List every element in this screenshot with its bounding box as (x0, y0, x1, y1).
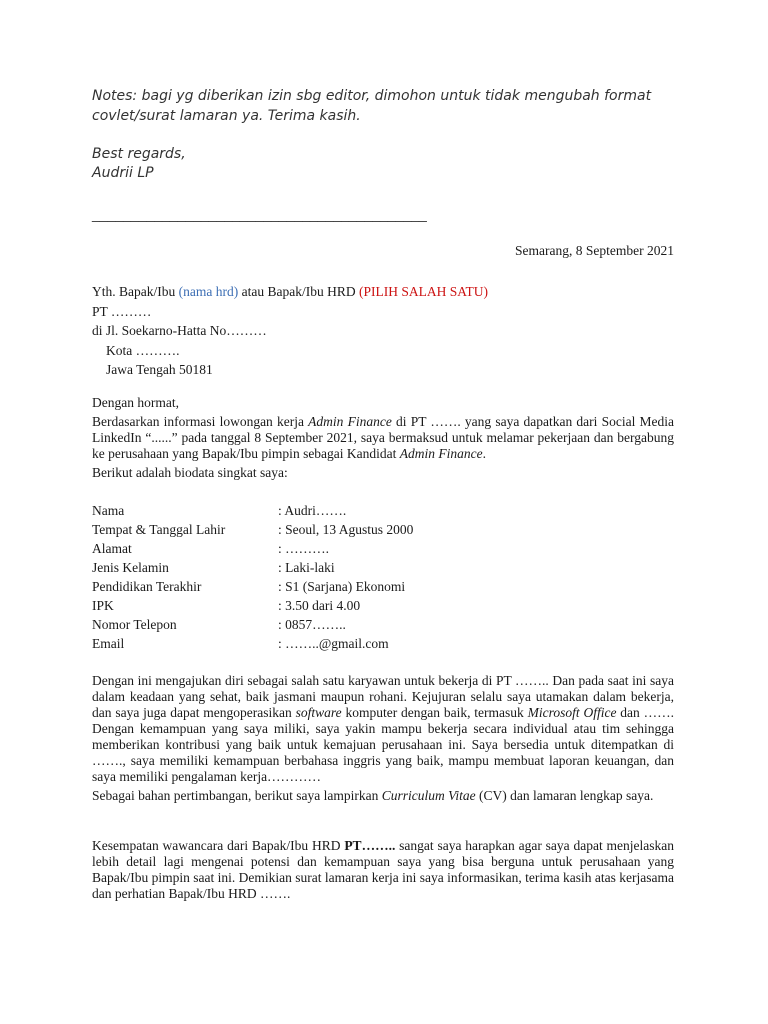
recipient-province: Jawa Tengah 50181 (106, 362, 213, 377)
body-paragraph (92, 673, 674, 785)
letter-date: Semarang, 8 September 2021 (515, 243, 674, 258)
recipient-company: PT ……… (92, 303, 152, 319)
biodata-row (92, 539, 413, 558)
biodata-row (92, 520, 413, 539)
role-name: Admin Finance (308, 414, 392, 429)
closing-company: PT…….. (344, 838, 396, 853)
biodata-value: : Seoul, 13 Agustus 2000 (278, 522, 414, 537)
greeting: Dengan hormat, (92, 395, 179, 410)
biodata-value: : ……..@gmail.com (278, 636, 389, 651)
body-text-a: Dengan ini mengajukan diri sebagai salah satu karyawan untuk bekerja di PT …….. Dan pada saat ini saya dalam keadaan yang sehat, baik jasmani maupun rohani. Kejujuran selalu saya utamakan dalam bekerja, dan saya juga dapat mengoperasikan (92, 673, 674, 720)
biodata-value: : 3.50 dari 4.00 (278, 598, 361, 613)
closing-text-b: sangat saya harapkan agar saya dapat menjelaskan lebih detail lagi mengenai potensi dan kemampuan saya yang bisa berguna untuk perusahaan yang Bapak/Ibu pimpin saat ini. Demikian surat lamaran kerja ini saya informasikan, terima kasih atas kerjasama dan perhatian Bapak/Ibu HRD ……. (92, 838, 675, 901)
biodata-label: Jenis Kelamin (92, 560, 169, 575)
biodata-row (92, 615, 413, 634)
biodata-value: : S1 (Sarjana) Ekonomi (278, 579, 406, 594)
closing-paragraph (92, 838, 674, 902)
yth-prefix: Yth. Bapak/Ibu (92, 284, 179, 299)
biodata-label: Email (92, 636, 125, 651)
body-text-b: komputer dengan baik, termasuk (341, 705, 528, 720)
biodata-row (92, 596, 413, 615)
notes-line-1: Notes: bagi yg diberikan izin sbg editor, dimohon untuk tidak mengubah format (92, 88, 652, 104)
biodata-intro: Berikut adalah biodata singkat saya: (92, 465, 288, 480)
separator-line: ___________________________________________ (92, 206, 427, 222)
recipient-block (92, 282, 488, 380)
regards-text: Best regards, (92, 146, 186, 162)
biodata-row (92, 558, 413, 577)
letter-closing (92, 838, 674, 902)
yth-middle: atau Bapak/Ibu HRD (238, 284, 359, 299)
intro-text-b: di PT ……. yang saya dapatkan dari Social Media LinkedIn “......” pada tanggal 8 September 2021, saya bermaksud untuk melamar pekerjaan dan bergabung ke perusahaan yang Bapak/Ibu pimpin sebagai Kandidat (92, 414, 675, 461)
closing-text-a: Kesempatan wawancara dari Bapak/Ibu HRD (92, 838, 345, 853)
nama-hrd-placeholder: (nama hrd) (178, 284, 239, 299)
letter-body (92, 673, 674, 804)
biodata-value: : Audri……. (278, 503, 347, 518)
cv-term: Curriculum Vitae (381, 788, 476, 803)
biodata-label: Nama (92, 503, 125, 518)
recipient-salutation (92, 282, 488, 302)
biodata-label: Tempat & Tanggal Lahir (92, 522, 226, 537)
office-term: Microsoft Office (527, 705, 617, 720)
recipient-address: di Jl. Soekarno-Hatta No……… (92, 323, 267, 338)
software-term: software (295, 705, 342, 720)
recipient-city: Kota ………. (106, 342, 180, 358)
biodata-label: Pendidikan Terakhir (92, 579, 202, 594)
notes-line-2: covlet/surat lamaran ya. Terima kasih. (92, 108, 361, 124)
intro-paragraph (92, 414, 674, 462)
intro-text-c: . (482, 446, 487, 461)
attachment-text-b: (CV) dan lamaran lengkap saya. (475, 788, 654, 803)
editor-notes (92, 86, 692, 126)
notes-signoff (92, 145, 186, 183)
biodata-value: : ………. (278, 541, 330, 556)
body-text-c: dan ……. Dengan kemampuan yang saya miliki, saya yakin mampu bekerja secara individual atau tim sehingga memberikan kontribusi yang baik untuk kemajuan perusahaan ini. Saya bersedia untuk ditempatkan di ……., saya memiliki kemampuan berbahasa inggris yang baik, mampu membuat laporan keuangan, dan saya memiliki pengalaman kerja………… (92, 705, 675, 784)
biodata-label: Alamat (92, 541, 132, 556)
biodata-value: : 0857…….. (278, 617, 346, 632)
biodata-label: Nomor Telepon (92, 617, 177, 632)
biodata-label: IPK (92, 598, 114, 613)
attachment-text-a: Sebagai bahan pertimbangan, berikut saya lampirkan (92, 788, 382, 803)
role-name-2: Admin Finance (399, 446, 483, 461)
pilih-salah-satu-note: (PILIH SALAH SATU) (358, 284, 488, 299)
intro-text-a: Berdasarkan informasi lowongan kerja (92, 414, 309, 429)
biodata-value: : Laki-laki (278, 560, 335, 575)
biodata-row (92, 634, 413, 653)
biodata-row (92, 577, 413, 596)
biodata-table (92, 501, 413, 653)
biodata-row (92, 501, 413, 520)
letter-intro (92, 395, 674, 481)
notes-author: Audrii LP (92, 165, 154, 181)
attachment-paragraph (92, 788, 674, 804)
